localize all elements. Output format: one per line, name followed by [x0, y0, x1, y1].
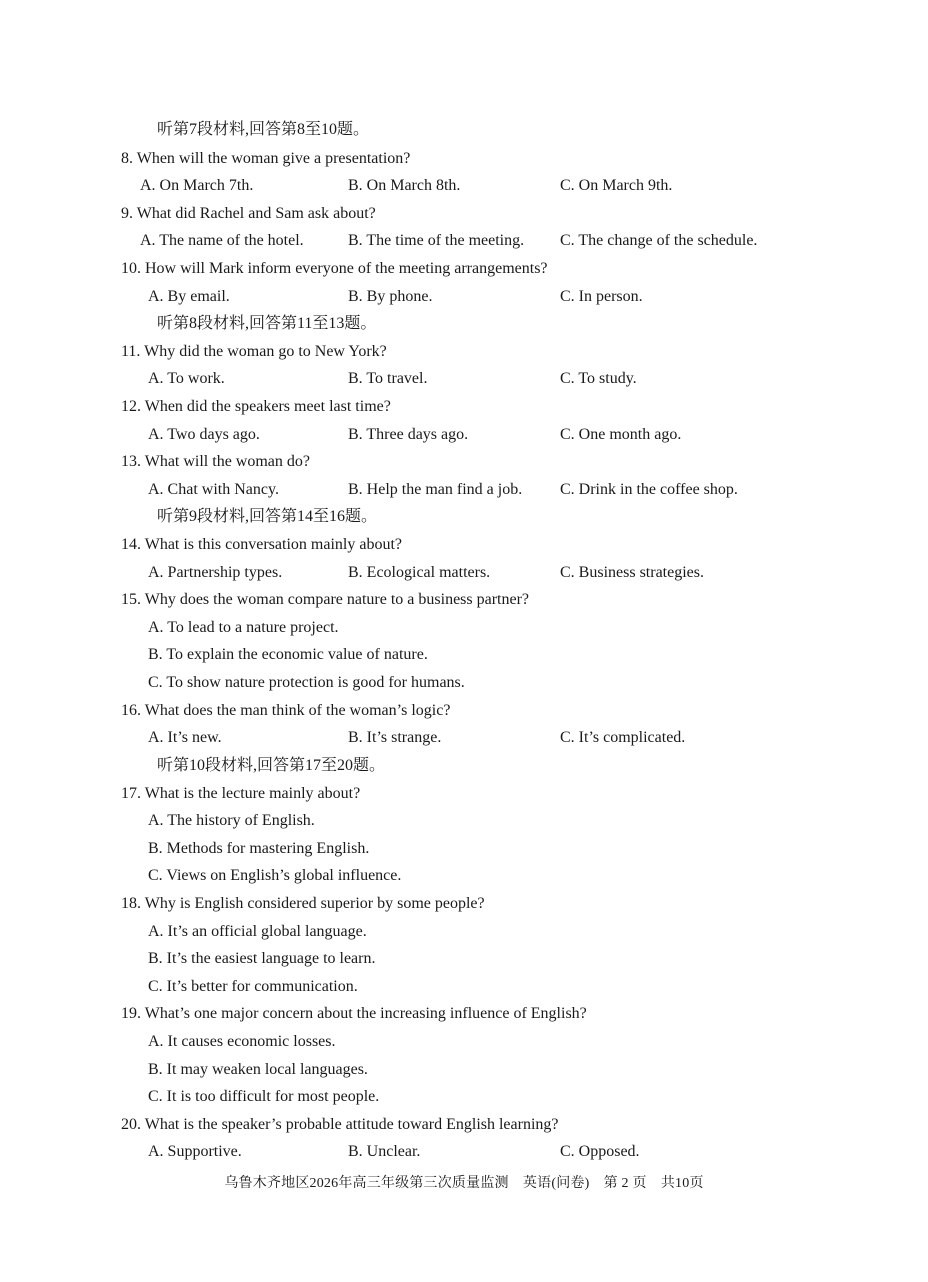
question-stem: 17. What is the lecture mainly about?	[121, 785, 361, 802]
answer-option: B. It’s the easiest language to learn.	[148, 950, 376, 967]
question-stem: 12. When did the speakers meet last time?	[121, 398, 391, 415]
answer-option: B. To explain the economic value of nature.	[148, 646, 428, 663]
answer-option: C. Business strategies.	[560, 564, 704, 581]
answer-option: B. Ecological matters.	[348, 564, 491, 581]
answer-option: C. Drink in the coffee shop.	[560, 481, 738, 498]
answer-option: A. Partnership types.	[148, 564, 283, 581]
answer-option: A. Two days ago.	[148, 426, 260, 443]
answer-option: C. It’s better for communication.	[148, 978, 358, 995]
question-stem: 19. What’s one major concern about the increasing influence of English?	[121, 1005, 587, 1022]
question-stem: 13. What will the woman do?	[121, 453, 310, 470]
answer-option: C. It’s complicated.	[560, 729, 686, 746]
page-footer: 乌鲁木齐地区2026年高三年级第三次质量监测 英语(问卷) 第 2 页 共10页	[224, 1176, 704, 1191]
answer-option: A. By email.	[148, 288, 230, 305]
answer-option: A. Chat with Nancy.	[148, 481, 279, 498]
answer-option: C. To show nature protection is good for humans.	[148, 674, 465, 691]
question-stem: 20. What is the speaker’s probable attitude toward English learning?	[121, 1116, 559, 1133]
question-stem: 9. What did Rachel and Sam ask about?	[121, 205, 376, 222]
answer-option: C. To study.	[560, 370, 637, 387]
answer-option: B. Help the man find a job.	[348, 481, 523, 498]
answer-option: B. The time of the meeting.	[348, 232, 525, 249]
answer-option: C. Opposed.	[560, 1143, 640, 1160]
answer-option: B. It may weaken local languages.	[148, 1061, 368, 1078]
answer-option: A. Supportive.	[148, 1143, 242, 1160]
answer-option: B. To travel.	[348, 370, 428, 387]
answer-option: B. On March 8th.	[348, 177, 461, 194]
answer-option: A. The name of the hotel.	[140, 232, 304, 249]
answer-option: C. On March 9th.	[560, 177, 673, 194]
section-instruction: 听第10段材料,回答第17至20题。	[157, 757, 386, 774]
question-stem: 8. When will the woman give a presentation?	[121, 150, 411, 167]
answer-option: B. Methods for mastering English.	[148, 840, 370, 857]
answer-option: A. It causes economic losses.	[148, 1033, 336, 1050]
answer-option: C. In person.	[560, 288, 643, 305]
answer-option: B. It’s strange.	[348, 729, 442, 746]
answer-option: C. It is too difficult for most people.	[148, 1088, 380, 1105]
section-instruction: 听第8段材料,回答第11至13题。	[157, 315, 377, 332]
answer-option: A. The history of English.	[148, 812, 315, 829]
answer-option: C. One month ago.	[560, 426, 682, 443]
answer-option: B. Unclear.	[348, 1143, 421, 1160]
question-stem: 10. How will Mark inform everyone of the meeting arrangements?	[121, 260, 548, 277]
question-stem: 14. What is this conversation mainly about?	[121, 536, 402, 553]
question-stem: 11. Why did the woman go to New York?	[121, 343, 387, 360]
answer-option: A. It’s an official global language.	[148, 923, 367, 940]
question-stem: 15. Why does the woman compare nature to a business partner?	[121, 591, 530, 608]
answer-option: C. The change of the schedule.	[560, 232, 758, 249]
answer-option: A. On March 7th.	[140, 177, 254, 194]
section-instruction: 听第9段材料,回答第14至16题。	[157, 508, 378, 525]
answer-option: A. It’s new.	[148, 729, 222, 746]
answer-option: C. Views on English’s global influence.	[148, 867, 402, 884]
section-instruction: 听第7段材料,回答第8至10题。	[157, 121, 370, 138]
answer-option: B. Three days ago.	[348, 426, 469, 443]
question-stem: 18. Why is English considered superior by some people?	[121, 895, 485, 912]
answer-option: A. To lead to a nature project.	[148, 619, 339, 636]
answer-option: A. To work.	[148, 370, 225, 387]
question-stem: 16. What does the man think of the woman’s logic?	[121, 702, 451, 719]
answer-option: B. By phone.	[348, 288, 433, 305]
